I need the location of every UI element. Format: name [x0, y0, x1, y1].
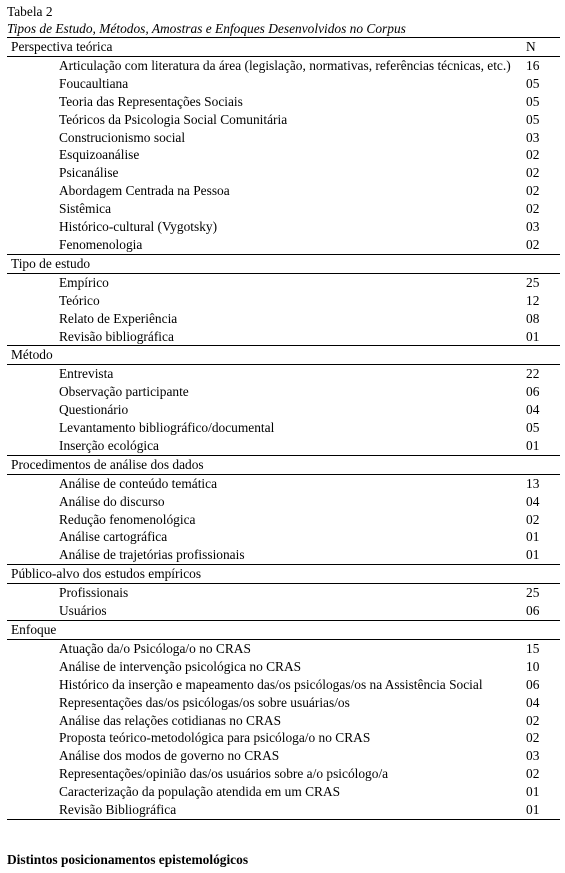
row-count: 05: [526, 420, 540, 436]
row-count: 25: [526, 585, 540, 601]
row-count: 02: [526, 147, 540, 163]
row-label: Inserção ecológica: [59, 437, 159, 453]
table-row: [7, 182, 560, 200]
row-label: Teóricos da Psicologia Social Comunitária: [59, 111, 288, 127]
row-count: 05: [526, 111, 540, 127]
column-header-n: N: [526, 38, 560, 57]
row-label: Análise dos modos de governo no CRAS: [59, 748, 280, 764]
table-row: [7, 474, 560, 492]
row-count: 03: [526, 219, 540, 235]
row-count: 01: [526, 529, 540, 545]
row-label: Histórico-cultural (Vygotsky): [59, 219, 218, 235]
table-row: [7, 676, 560, 694]
row-count: 13: [526, 475, 540, 491]
row-count: 02: [526, 730, 540, 746]
row-label: Construcionismo social: [59, 129, 186, 145]
table-row: [7, 437, 560, 455]
row-label: Análise de conteúdo temática: [59, 475, 218, 491]
column-header-n: [526, 565, 560, 584]
section-header-row: [7, 38, 560, 57]
row-count: 04: [526, 694, 540, 710]
row-label: Análise de trajetórias profissionais: [59, 547, 245, 563]
table-row: [7, 419, 560, 437]
table-row: [7, 365, 560, 383]
column-header-n: [526, 455, 560, 474]
row-label: Histórico da inserção e mapeamento das/os psicólogas/os na Assistência Social: [59, 676, 483, 692]
row-label: Fenomenologia: [59, 236, 143, 252]
section-heading: Distintos posicionamentos epistemológicos: [7, 852, 249, 867]
table-row: [7, 694, 560, 712]
table-row: [7, 546, 560, 564]
section-header-label: Público-alvo dos estudos empíricos: [7, 565, 526, 584]
table-row: [7, 75, 560, 93]
row-label: Profissionais: [59, 585, 129, 601]
table-row: [7, 801, 560, 819]
row-count: 01: [526, 784, 540, 800]
section-header-row: [7, 621, 560, 640]
row-count: 10: [526, 658, 540, 674]
row-label: Análise das relações cotidianas no CRAS: [59, 712, 282, 728]
row-count: 02: [526, 165, 540, 181]
row-count: 12: [526, 292, 540, 308]
column-header-n: [526, 621, 560, 640]
row-label: Levantamento bibliográfico/documental: [59, 420, 275, 436]
row-count: 06: [526, 603, 540, 619]
row-label: Proposta teórico-metodológica para psicóloga/o no CRAS: [59, 730, 371, 746]
row-label: Análise do discurso: [59, 493, 165, 509]
table-row: [7, 401, 560, 419]
table-row: [7, 146, 560, 164]
row-count: 25: [526, 274, 540, 290]
section-header-label: Método: [7, 346, 526, 365]
table-row: [7, 273, 560, 291]
row-label: Caracterização da população atendida em um CRAS: [59, 784, 341, 800]
table-label: Tabela 2: [7, 4, 53, 19]
table-row: [7, 584, 560, 602]
table-row: [7, 56, 560, 74]
row-count: 02: [526, 183, 540, 199]
row-label: Articulação com literatura da área (legislação, normativas, referências técnicas, etc.): [59, 58, 511, 74]
row-count: 01: [526, 801, 560, 819]
row-count: 04: [526, 493, 540, 509]
column-header-n: [526, 254, 560, 273]
table-row: [7, 328, 560, 346]
table-row: [7, 493, 560, 511]
table-row: [7, 383, 560, 401]
row-count: 02: [526, 201, 540, 217]
row-label: Abordagem Centrada na Pessoa: [59, 183, 230, 199]
row-count: 02: [526, 511, 540, 527]
row-label: Entrevista: [59, 366, 114, 382]
table-title: Tipos de Estudo, Métodos, Amostras e Enfoques Desenvolvidos no Corpus: [7, 21, 406, 36]
row-label: Usuários: [59, 603, 107, 619]
table-row: [7, 292, 560, 310]
table-row: [7, 729, 560, 747]
row-label: Análise cartográfica: [59, 529, 168, 545]
table-row: [7, 93, 560, 111]
row-label: Revisão bibliográfica: [59, 328, 174, 344]
row-label: Teoria das Representações Sociais: [59, 93, 243, 109]
row-label: Foucaultiana: [59, 75, 129, 91]
table-row: [7, 783, 560, 801]
row-count: 15: [526, 640, 540, 656]
row-label: Empírico: [59, 274, 109, 290]
row-count: 04: [526, 402, 540, 418]
row-count: 05: [526, 93, 540, 109]
section-header-row: [7, 565, 560, 584]
table-row: [7, 765, 560, 783]
row-count: 01: [526, 328, 540, 344]
table-row: [7, 658, 560, 676]
table-row: [7, 528, 560, 546]
table-row: [7, 639, 560, 657]
row-count: 03: [526, 129, 540, 145]
table-row: [7, 602, 560, 620]
row-label: Esquizoanálise: [59, 147, 140, 163]
row-count: 02: [526, 712, 540, 728]
row-label: Sistêmica: [59, 201, 112, 217]
table-container: [7, 3, 560, 820]
row-label: Questionário: [59, 402, 129, 418]
row-label: Atuação da/o Psicóloga/o no CRAS: [59, 640, 251, 656]
row-label: Representações das/os psicólogas/os sobre usuárias/os: [59, 694, 350, 710]
table-row: [7, 236, 560, 254]
section-header-row: [7, 346, 560, 365]
row-label: Relato de Experiência: [59, 310, 178, 326]
row-count: 02: [526, 766, 540, 782]
table-row: [7, 747, 560, 765]
row-count: 06: [526, 384, 540, 400]
corpus-table: [7, 37, 560, 820]
row-count: 01: [526, 437, 540, 453]
row-count: 02: [526, 236, 540, 252]
section-header-label: Procedimentos de análise dos dados: [7, 455, 526, 474]
row-label: Representações/opinião das/os usuários sobre a/o psicólogo/a: [59, 766, 389, 782]
table-row: [7, 200, 560, 218]
section-header-label: Perspectiva teórica: [7, 38, 526, 57]
row-label: Revisão Bibliográfica: [7, 801, 526, 819]
row-count: 16: [526, 57, 540, 73]
section-header-row: [7, 254, 560, 273]
row-label: Psicanálise: [59, 165, 119, 181]
row-count: 03: [526, 748, 540, 764]
table-row: [7, 164, 560, 182]
section-header-label: Tipo de estudo: [7, 254, 526, 273]
row-label: Redução fenomenológica: [59, 511, 196, 527]
row-label: Observação participante: [59, 384, 189, 400]
row-count: 06: [526, 676, 540, 692]
row-label: Teórico: [59, 292, 100, 308]
section-header-row: [7, 455, 560, 474]
column-header-n: [526, 346, 560, 365]
row-count: 05: [526, 75, 540, 91]
table-row: [7, 129, 560, 147]
row-count: 01: [526, 547, 540, 563]
section-header-label: Enfoque: [7, 621, 526, 640]
table-row: [7, 511, 560, 529]
row-count: 22: [526, 366, 540, 382]
table-body: [7, 38, 560, 820]
row-count: 08: [526, 310, 540, 326]
table-row: [7, 111, 560, 129]
row-label: Análise de intervenção psicológica no CRAS: [59, 658, 302, 674]
table-row: [7, 218, 560, 236]
table-row: [7, 310, 560, 328]
table-row: [7, 712, 560, 730]
